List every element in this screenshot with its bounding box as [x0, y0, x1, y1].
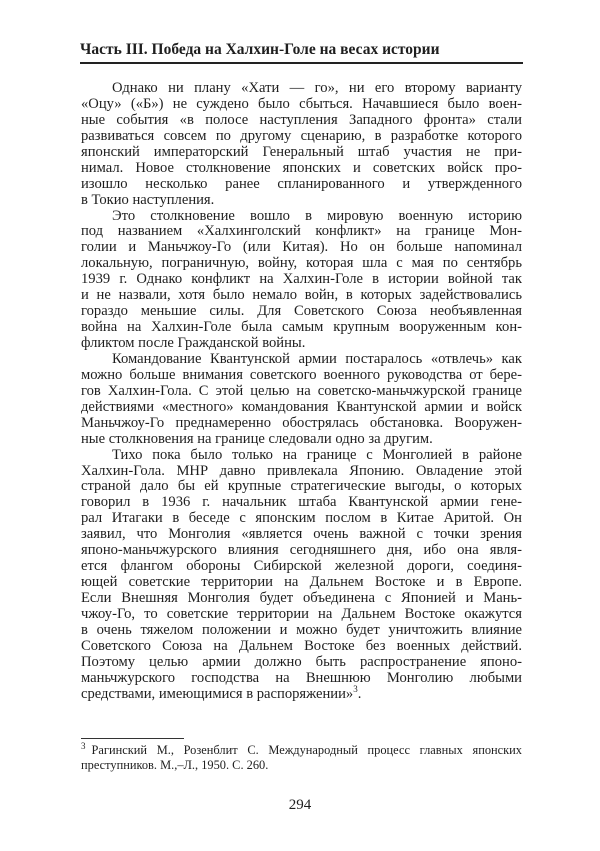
- footnote-text: преступников. М.,–Л., 1950. С. 260.: [81, 758, 269, 772]
- text-line-content: чжоу-Го, то советские территории на Дальнем Востоке окажутся: [81, 605, 522, 622]
- text-line-content: действиями «местного» командования Квантунской армии и войск: [81, 398, 522, 415]
- text-line: [81, 464, 522, 480]
- text-line: [81, 527, 522, 543]
- text-line: [81, 559, 522, 575]
- text-line: [81, 683, 522, 703]
- text-line: [81, 639, 522, 655]
- text-line: [81, 543, 522, 559]
- text-line-content: Если Внешняя Монголия будет объединена с Японией и Мань-: [81, 590, 522, 606]
- text-line-content: голии и Маньчжоу-Го (или Китая). Но он больше напоминал: [81, 239, 522, 256]
- text-line-content: ющей советские территории на Дальнем Востоке и в Европе.: [81, 574, 522, 591]
- text-line-content: война на Халхин-Голе была самым крупным вооруженным кон-: [81, 319, 522, 336]
- running-header: Часть III. Победа на Халхин-Голе на весах истории: [80, 41, 440, 58]
- footnote-reference[interactable]: 3: [353, 683, 358, 694]
- text-line-content: рал Итагаки в беседе с японским послом в Китае Аритой. Он: [81, 510, 522, 527]
- text-line-content: Поэтому целью армии должно быть распространение японо-: [81, 653, 522, 670]
- text-line-content: Однако ни плану «Хати — го», ни его второму варианту: [112, 80, 522, 96]
- text-line: [81, 575, 522, 591]
- text-line-content: японо-маньчжурского влияния сегодняшнего дня, ибо она явля-: [81, 542, 522, 559]
- text-line-content: Это столкновение вошло в мировую военную историю: [112, 207, 522, 224]
- text-line: [81, 352, 522, 368]
- text-line-content: Халхин-Гола. МНР давно привлекала Японию. Овладение этой: [81, 462, 522, 479]
- text-line: [81, 129, 522, 145]
- text-line-content: развиваться совсем по другому сценарию, в разработке которого: [81, 127, 522, 144]
- text-line-content: в очень тяжелом положении и можно будет уничтожить влияние: [81, 621, 522, 638]
- text-line-content: Маньчжоу-Го преднамеренно обострялась обстановка. Вооружен-: [81, 414, 522, 431]
- text-line-content: в Токио наступления.: [81, 191, 215, 208]
- text-line: [81, 400, 522, 416]
- page-number: 294: [288, 797, 312, 813]
- text-line: [81, 161, 522, 177]
- text-line: [81, 479, 522, 495]
- text-line-content: гораздо меньшие силы. Для Советского Союза необъявленная: [81, 303, 522, 320]
- paragraph: [81, 209, 522, 352]
- text-line-content: локальную, пограничную, войну, которая шла с мая по сентябрь: [81, 255, 522, 272]
- text-line-content: ные события «в полосе наступления Западного фронта» стали: [81, 111, 522, 128]
- text-line: [81, 177, 522, 193]
- footnote-line: [81, 740, 522, 758]
- text-line: [81, 511, 522, 527]
- text-line-content: страной дало бы ей крупные стратегические выгоды, о которых: [81, 478, 522, 495]
- text-line: [81, 113, 522, 129]
- text-line-content: фликтом после Гражданской войны.: [81, 335, 306, 351]
- text-line-content: заявил, что Монголия «является очень важной с точки зрения: [81, 526, 522, 543]
- footnote-line: [81, 758, 522, 773]
- header-rule: [80, 62, 523, 64]
- footnote-marker: 3: [81, 740, 86, 751]
- footnote: [81, 740, 522, 773]
- text-line-content: 1939 г. Однако конфликт на Халхин-Голе в истории войной так: [81, 271, 522, 288]
- text-line: [81, 288, 522, 304]
- text-line-content: говорил в 1936 г. начальник штаба Квантунской армии гене-: [81, 494, 522, 511]
- text-line: [81, 448, 522, 464]
- text-line-content: изошло несколько ранее спланированного и утвержденного: [81, 175, 522, 192]
- text-line-content: Командование Квантунской армии постаралось «отвлечь» как: [112, 350, 522, 367]
- paragraph: [81, 81, 522, 209]
- text-line: [81, 145, 522, 161]
- text-line-content: можно больше внимания советского военного руководства от бере-: [81, 366, 522, 383]
- text-line: [81, 256, 522, 272]
- text-line-content: маньчжурского господства на Внешнюю Монголию любыми: [81, 669, 522, 686]
- text-line: [81, 272, 522, 288]
- text-line-content: Советского Союза на Дальнем Востоке без военных действий.: [81, 637, 522, 654]
- paragraph: [81, 352, 522, 448]
- text-line-content: нимал. Новое столкновение японских и советских войск про-: [81, 159, 522, 176]
- text-line: [81, 591, 522, 607]
- text-line-content: под названием «Халхинголский конфликт» на границе Мон-: [81, 223, 522, 240]
- text-line: [81, 224, 522, 240]
- text-line: [81, 320, 522, 336]
- text-line-content: гов Халхин-Гола. С этой целью на советско-маньчжурской границе: [81, 382, 522, 399]
- paragraph: [81, 448, 522, 703]
- text-line-content: «Оцу» («Б») не суждено было сбыться. Начавшиеся было воен-: [81, 95, 522, 112]
- text-line: [81, 432, 522, 448]
- text-line: [81, 495, 522, 511]
- text-line: [81, 671, 522, 687]
- text-line-content: ные столкновения на границе следовали одно за другим.: [81, 430, 433, 447]
- footnote-rule: [81, 738, 184, 739]
- text-line: [81, 97, 522, 113]
- text-line-content: ется флангом обороны Сибирской железной дороги, соединя-: [81, 558, 522, 575]
- text-line: [81, 336, 522, 352]
- text-line: [81, 193, 522, 209]
- text-line: [81, 623, 522, 639]
- text-line: [81, 240, 522, 256]
- text-line-content: средствами, имеющимися в распоряжении»: [81, 685, 354, 702]
- text-line: [81, 384, 522, 400]
- text-line-content: Тихо пока было только на границе с Монголией в районе: [112, 446, 522, 463]
- text-line: [81, 304, 522, 320]
- text-line: [81, 607, 522, 623]
- final-period: .: [357, 685, 362, 702]
- text-line: [81, 209, 522, 225]
- text-line-content: японский императорский Генеральный штаб участия не при-: [81, 143, 522, 160]
- body-text: [81, 81, 522, 703]
- text-line: [81, 655, 522, 671]
- text-line: [81, 368, 522, 384]
- text-line: [81, 81, 522, 97]
- footnote-text: Рагинский М., Розенблит С. Международный процесс главных японских: [91, 743, 522, 757]
- text-line: [81, 416, 522, 432]
- text-line-content: и не назвали, хотя было немало войн, в которых задействовались: [81, 287, 522, 304]
